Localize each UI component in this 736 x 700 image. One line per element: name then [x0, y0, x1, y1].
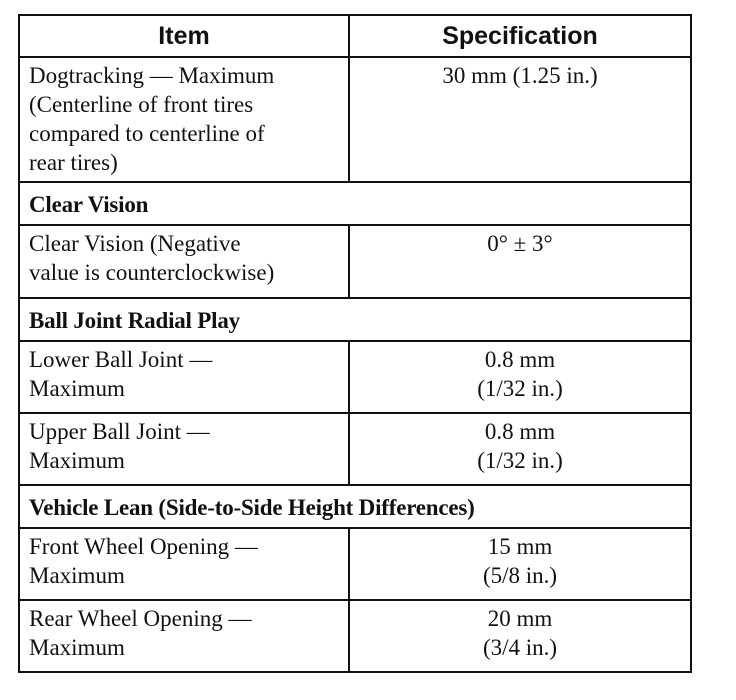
spec-line: (3/4 in.)	[482, 635, 558, 660]
table-row-clear-vision	[19, 225, 691, 298]
item-line: Lower Ball Joint —	[29, 347, 213, 372]
table-row-rear-wheel-opening	[19, 600, 691, 672]
spec-cell	[349, 341, 691, 413]
specification-table	[18, 14, 692, 673]
section-heading: Clear Vision	[19, 182, 691, 225]
table-row-front-wheel-opening	[19, 528, 691, 600]
item-line: Maximum	[29, 376, 125, 401]
spec-cell	[349, 600, 691, 672]
section-row-ball-joint	[19, 298, 691, 341]
item-line: Maximum	[29, 635, 125, 660]
spec-cell	[349, 528, 691, 600]
section-heading: Vehicle Lean (Side-to-Side Height Differences)	[19, 485, 691, 528]
spec-line: (1/32 in.)	[477, 376, 563, 401]
item-line: Rear Wheel Opening —	[29, 606, 252, 631]
item-line: value is counterclockwise)	[29, 260, 275, 285]
item-line: Clear Vision (Negative	[29, 231, 241, 256]
item-line: (Centerline of front tires	[29, 92, 254, 117]
spec-line: 0° ± 3°	[487, 231, 553, 256]
item-line: Maximum	[29, 448, 125, 473]
table-row-dogtracking	[19, 57, 691, 182]
spec-line: (5/8 in.)	[482, 563, 558, 588]
item-cell	[19, 225, 349, 298]
spec-cell	[349, 57, 691, 182]
table-row-lower-ball-joint	[19, 341, 691, 413]
item-line: Maximum	[29, 563, 125, 588]
spec-line: 20 mm	[487, 606, 553, 631]
item-cell	[19, 413, 349, 485]
spec-line: (1/32 in.)	[477, 448, 563, 473]
item-cell	[19, 57, 349, 182]
item-line: Front Wheel Opening —	[29, 534, 258, 559]
spec-line: 15 mm	[487, 534, 553, 559]
spec-cell	[349, 225, 691, 298]
item-line: Dogtracking — Maximum	[29, 63, 275, 88]
spec-line: 30 mm (1.25 in.)	[442, 63, 598, 88]
spec-line: 0.8 mm	[484, 347, 556, 372]
item-cell	[19, 528, 349, 600]
spec-cell	[349, 413, 691, 485]
section-heading: Ball Joint Radial Play	[19, 298, 691, 341]
spec-line: 0.8 mm	[484, 419, 556, 444]
item-cell	[19, 600, 349, 672]
item-line: compared to centerline of	[29, 121, 265, 146]
table-row-upper-ball-joint	[19, 413, 691, 485]
item-line: Upper Ball Joint —	[29, 419, 210, 444]
section-row-vehicle-lean	[19, 485, 691, 528]
header-row	[19, 15, 691, 57]
item-cell	[19, 341, 349, 413]
section-row-clear-vision	[19, 182, 691, 225]
item-line: rear tires)	[29, 150, 118, 175]
header-specification: Specification	[349, 15, 691, 57]
header-item: Item	[19, 15, 349, 57]
